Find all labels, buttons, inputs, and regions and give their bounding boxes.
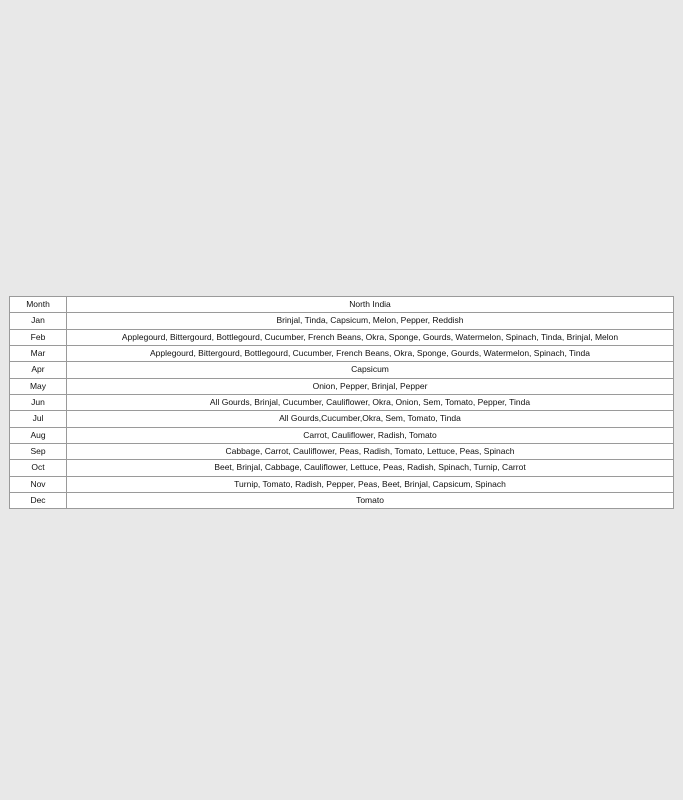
table-row bbox=[10, 427, 674, 443]
cell-month: Mar bbox=[10, 346, 67, 362]
cell-crops: Turnip, Tomato, Radish, Pepper, Peas, Beet, Brinjal, Capsicum, Spinach bbox=[67, 476, 674, 492]
cell-month: Dec bbox=[10, 493, 67, 509]
column-header-north-india: North India bbox=[67, 297, 674, 313]
table-row bbox=[10, 493, 674, 509]
cell-month: Sep bbox=[10, 444, 67, 460]
table-row bbox=[10, 395, 674, 411]
cell-crops: Carrot, Cauliflower, Radish, Tomato bbox=[67, 427, 674, 443]
cell-crops: All Gourds, Brinjal, Cucumber, Cauliflower, Okra, Onion, Sem, Tomato, Pepper, Tinda bbox=[67, 395, 674, 411]
cell-crops: Onion, Pepper, Brinjal, Pepper bbox=[67, 378, 674, 394]
cell-month: Jul bbox=[10, 411, 67, 427]
crop-calendar-table-container bbox=[9, 296, 674, 509]
cell-month: Aug bbox=[10, 427, 67, 443]
cell-month: May bbox=[10, 378, 67, 394]
table-row bbox=[10, 346, 674, 362]
cell-month: Apr bbox=[10, 362, 67, 378]
table-row bbox=[10, 378, 674, 394]
cell-crops: Capsicum bbox=[67, 362, 674, 378]
cell-crops: Brinjal, Tinda, Capsicum, Melon, Pepper, Reddish bbox=[67, 313, 674, 329]
table-body bbox=[10, 297, 674, 509]
table-row bbox=[10, 444, 674, 460]
table-header-row bbox=[10, 297, 674, 313]
cell-crops: Applegourd, Bittergourd, Bottlegourd, Cucumber, French Beans, Okra, Sponge, Gourds, Watermelon, Spinach, Tinda, Brinjal, Melon bbox=[67, 329, 674, 345]
cell-month: Jan bbox=[10, 313, 67, 329]
cell-crops: Beet, Brinjal, Cabbage, Cauliflower, Lettuce, Peas, Radish, Spinach, Turnip, Carrot bbox=[67, 460, 674, 476]
table-row bbox=[10, 460, 674, 476]
cell-crops: Applegourd, Bittergourd, Bottlegourd, Cucumber, French Beans, Okra, Sponge, Gourds, Watermelon, Spinach, Tinda bbox=[67, 346, 674, 362]
column-header-month: Month bbox=[10, 297, 67, 313]
cell-month: Nov bbox=[10, 476, 67, 492]
table-row bbox=[10, 411, 674, 427]
table-row bbox=[10, 362, 674, 378]
cell-month: Feb bbox=[10, 329, 67, 345]
table-row bbox=[10, 476, 674, 492]
table-row bbox=[10, 313, 674, 329]
crop-calendar-table bbox=[9, 296, 674, 509]
cell-crops: Cabbage, Carrot, Cauliflower, Peas, Radish, Tomato, Lettuce, Peas, Spinach bbox=[67, 444, 674, 460]
table-row bbox=[10, 329, 674, 345]
cell-month: Oct bbox=[10, 460, 67, 476]
cell-crops: Tomato bbox=[67, 493, 674, 509]
cell-month: Jun bbox=[10, 395, 67, 411]
cell-crops: All Gourds,Cucumber,Okra, Sem, Tomato, Tinda bbox=[67, 411, 674, 427]
